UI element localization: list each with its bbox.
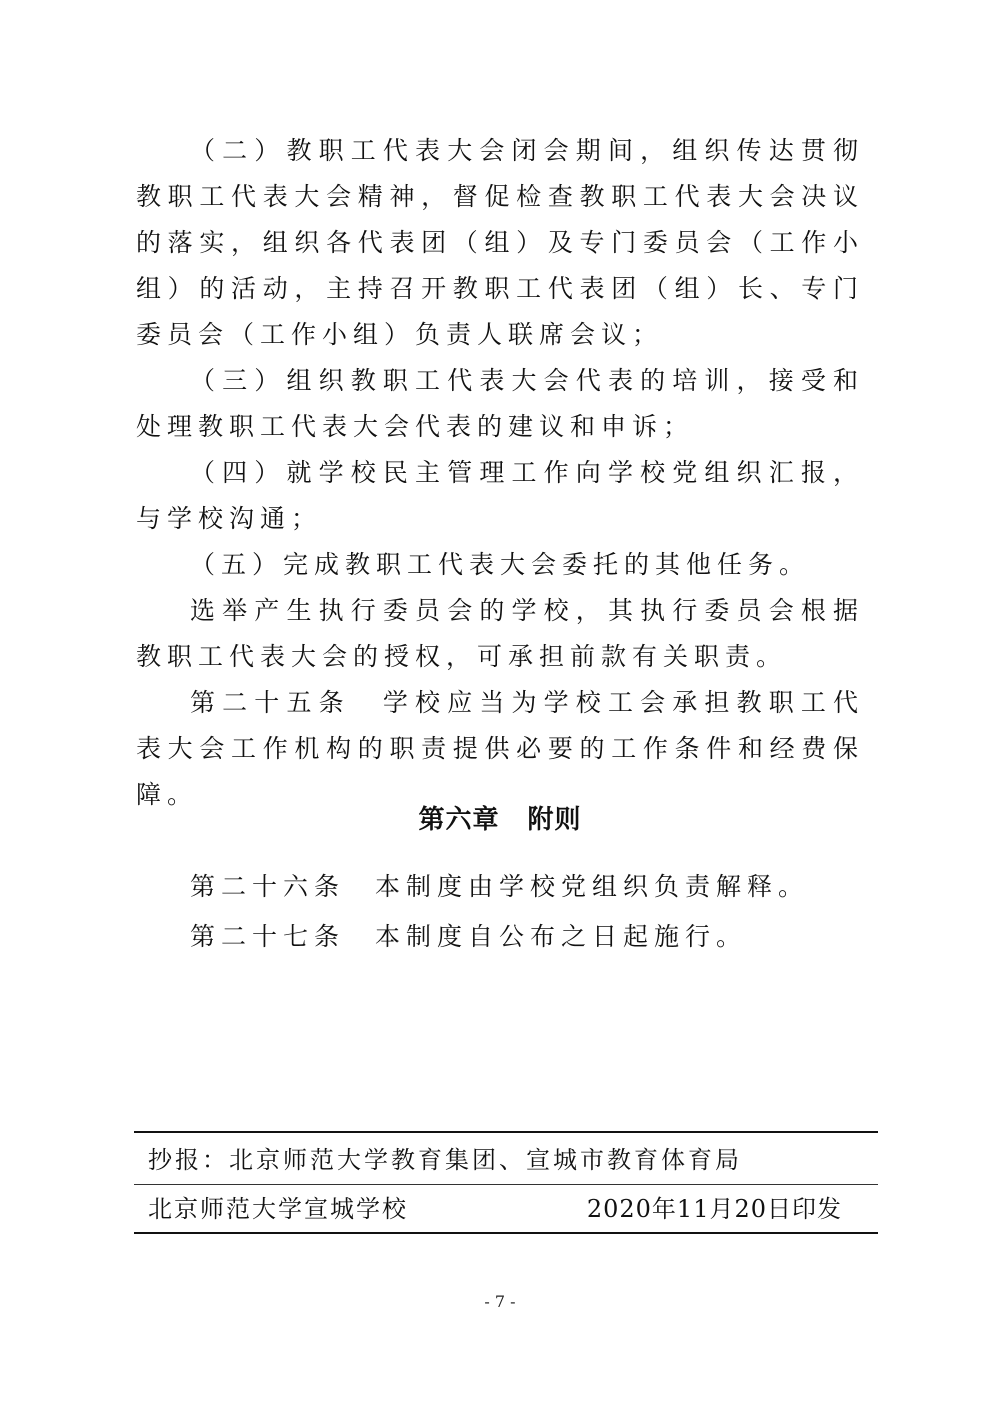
paragraph-article-25: 第二十五条 学校应当为学校工会承担教职工代表大会工作机构的职责提供必要的工作条件和经费保障。: [136, 688, 864, 809]
body-text: [136, 128, 864, 818]
article-27: [136, 912, 864, 962]
chapter-title: 附则: [527, 805, 582, 835]
articles: [136, 862, 864, 962]
chapter-heading: [0, 800, 1000, 840]
footer-top-rule: [134, 1131, 878, 1133]
paragraph-item-2: （二）教职工代表大会闭会期间，组织传达贯彻教职工代表大会精神，督促检查教职工代表大会决议的落实，组织各代表团（组）及专门委员会（工作小组）的活动，主持召开教职工代表团（组）长、专门委员会（工作小组）负责人联席会议；: [136, 136, 864, 349]
paragraph-item-4: （四）就学校民主管理工作向学校党组织汇报，与学校沟通；: [136, 458, 864, 533]
footer-bottom-rule: [134, 1232, 878, 1234]
issuer: 北京师范大学宣城学校: [148, 1195, 408, 1223]
cc-line: 抄报：北京师范大学教育集团、宣城市教育体育局: [148, 1146, 742, 1174]
article-26: [136, 862, 864, 912]
article-text: 本制度由学校党组织负责解释。: [375, 872, 810, 901]
paragraph-item-5: （五）完成教职工代表大会委托的其他任务。: [190, 550, 811, 579]
page-number: - 7 -: [484, 1292, 516, 1311]
paragraph-item-3: （三）组织教职工代表大会代表的培训，接受和处理教职工代表大会代表的建议和申诉；: [136, 366, 864, 441]
article-label: 第二十七条: [190, 922, 346, 951]
article-text: 本制度自公布之日起施行。: [375, 922, 748, 951]
footer-middle-rule: [134, 1184, 878, 1185]
paragraph-executive-committee: 选举产生执行委员会的学校，其执行委员会根据教职工代表大会的授权，可承担前款有关职责。: [136, 596, 864, 671]
issue-date: 2020年11月20日印发: [586, 1195, 842, 1223]
chapter-number: 第六章: [418, 805, 500, 835]
article-label: 第二十六条: [190, 872, 346, 901]
